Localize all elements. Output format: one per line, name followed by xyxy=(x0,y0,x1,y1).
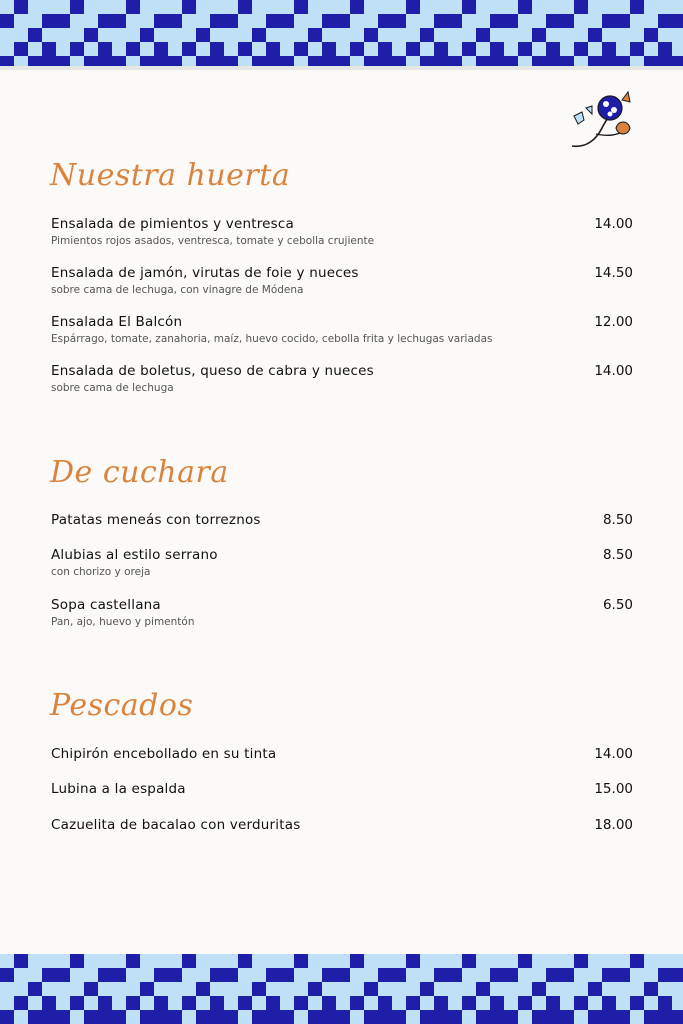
menu-item xyxy=(51,512,633,528)
item-description: sobre cama de lechuga, con vinagre de Módena xyxy=(51,284,304,296)
section-title-nuestra-huerta: Nuestra huerta xyxy=(50,158,291,193)
menu-item xyxy=(51,817,633,833)
item-description: Pimientos rojos asados, ventresca, tomate y cebolla crujiente xyxy=(51,235,375,247)
item-name: Ensalada de jamón, virutas de foie y nueces xyxy=(51,265,359,281)
item-price: 14.00 xyxy=(594,746,633,762)
border-pattern-bottom xyxy=(0,954,683,1024)
item-name: Ensalada de pimientos y ventresca xyxy=(51,216,294,232)
item-name: Ensalada El Balcón xyxy=(51,314,183,330)
item-description: con chorizo y oreja xyxy=(51,566,151,578)
top-striped-border xyxy=(0,0,683,70)
menu-item xyxy=(51,547,633,578)
menu-item xyxy=(51,746,633,762)
border-pattern-top xyxy=(0,0,683,70)
section-title-de-cuchara: De cuchara xyxy=(50,455,229,490)
item-description: Espárrago, tomate, zanahoria, maíz, huevo cocido, cebolla frita y lechugas variadas xyxy=(51,333,493,345)
item-price: 15.00 xyxy=(594,781,633,797)
item-price: 12.00 xyxy=(594,314,633,330)
menu-item xyxy=(51,265,633,296)
item-price: 8.50 xyxy=(602,512,633,528)
tulip-flower-ornament xyxy=(566,88,638,154)
item-price: 6.50 xyxy=(602,597,633,613)
item-description: sobre cama de lechuga xyxy=(51,382,174,394)
item-name: Cazuelita de bacalao con verduritas xyxy=(51,817,301,833)
item-description: Pan, ajo, huevo y pimentón xyxy=(51,616,195,628)
item-price: 8.50 xyxy=(602,547,633,563)
menu-item xyxy=(51,216,633,247)
menu-item xyxy=(51,363,633,394)
item-name: Sopa castellana xyxy=(51,597,161,613)
menu-item xyxy=(51,597,633,628)
bottom-striped-border xyxy=(0,954,683,1024)
item-price: 14.00 xyxy=(594,216,633,232)
item-name: Ensalada de boletus, queso de cabra y nueces xyxy=(51,363,374,379)
menu-item xyxy=(51,781,633,797)
item-price: 18.00 xyxy=(594,817,633,833)
menu-item xyxy=(51,314,633,345)
item-price: 14.50 xyxy=(594,265,633,281)
item-name: Chipirón encebollado en su tinta xyxy=(51,746,277,762)
item-name: Alubias al estilo serrano xyxy=(51,547,218,563)
item-name: Lubina a la espalda xyxy=(51,781,186,797)
item-name: Patatas meneás con torreznos xyxy=(51,512,261,528)
section-title-pescados: Pescados xyxy=(50,688,194,723)
item-price: 14.00 xyxy=(594,363,633,379)
